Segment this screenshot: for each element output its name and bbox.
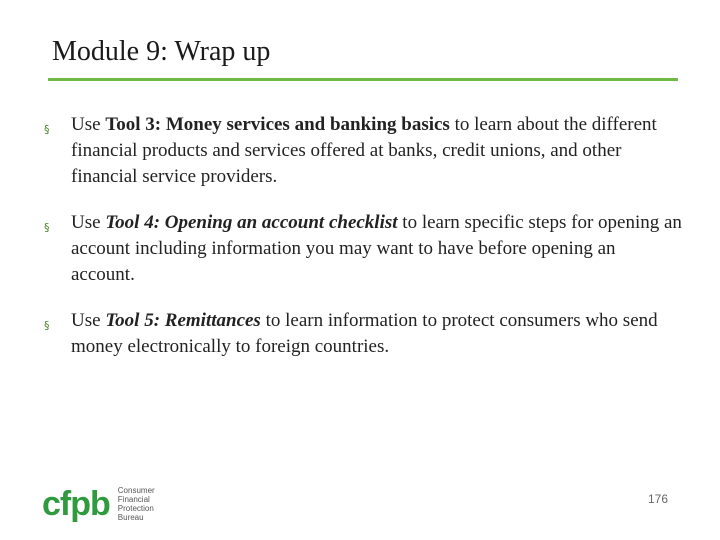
bullet-lead-text: Use (71, 114, 106, 135)
bullet-marker: § (44, 221, 50, 234)
page-number: 176 (648, 492, 669, 506)
bullet-item-tool-4 (44, 210, 684, 288)
bullet-list (44, 112, 684, 380)
bullet-marker: § (44, 123, 50, 136)
bullet-body-text: to learn information to protect consumers who send money electronically to foreign countries. (71, 310, 658, 357)
bullet-marker: § (44, 319, 50, 332)
bullet-body-text: to learn about the different financial products and services offered at banks, credit unions, and other financial service providers. (71, 114, 657, 187)
tool-name: Tool 3: Money services and banking basics (105, 114, 450, 135)
tool-name: Tool 5: Remittances (105, 310, 261, 331)
slide-title: Module 9: Wrap up (52, 36, 271, 67)
title-divider (48, 78, 678, 81)
bullet-lead-text: Use (71, 212, 106, 233)
cfpb-logo-mark: cfpb (42, 485, 110, 523)
cfpb-logo-name: Consumer Financial Protection Bureau (117, 486, 155, 522)
bullet-lead-text: Use (71, 310, 106, 331)
bullet-item-tool-5 (44, 308, 684, 360)
cfpb-logo (42, 486, 182, 522)
tool-name: Tool 4: Opening an account checklist (105, 212, 398, 233)
bullet-body-text: to learn specific steps for opening an account including information you may want to have before opening an account. (71, 212, 682, 285)
bullet-item-tool-3 (44, 112, 684, 190)
